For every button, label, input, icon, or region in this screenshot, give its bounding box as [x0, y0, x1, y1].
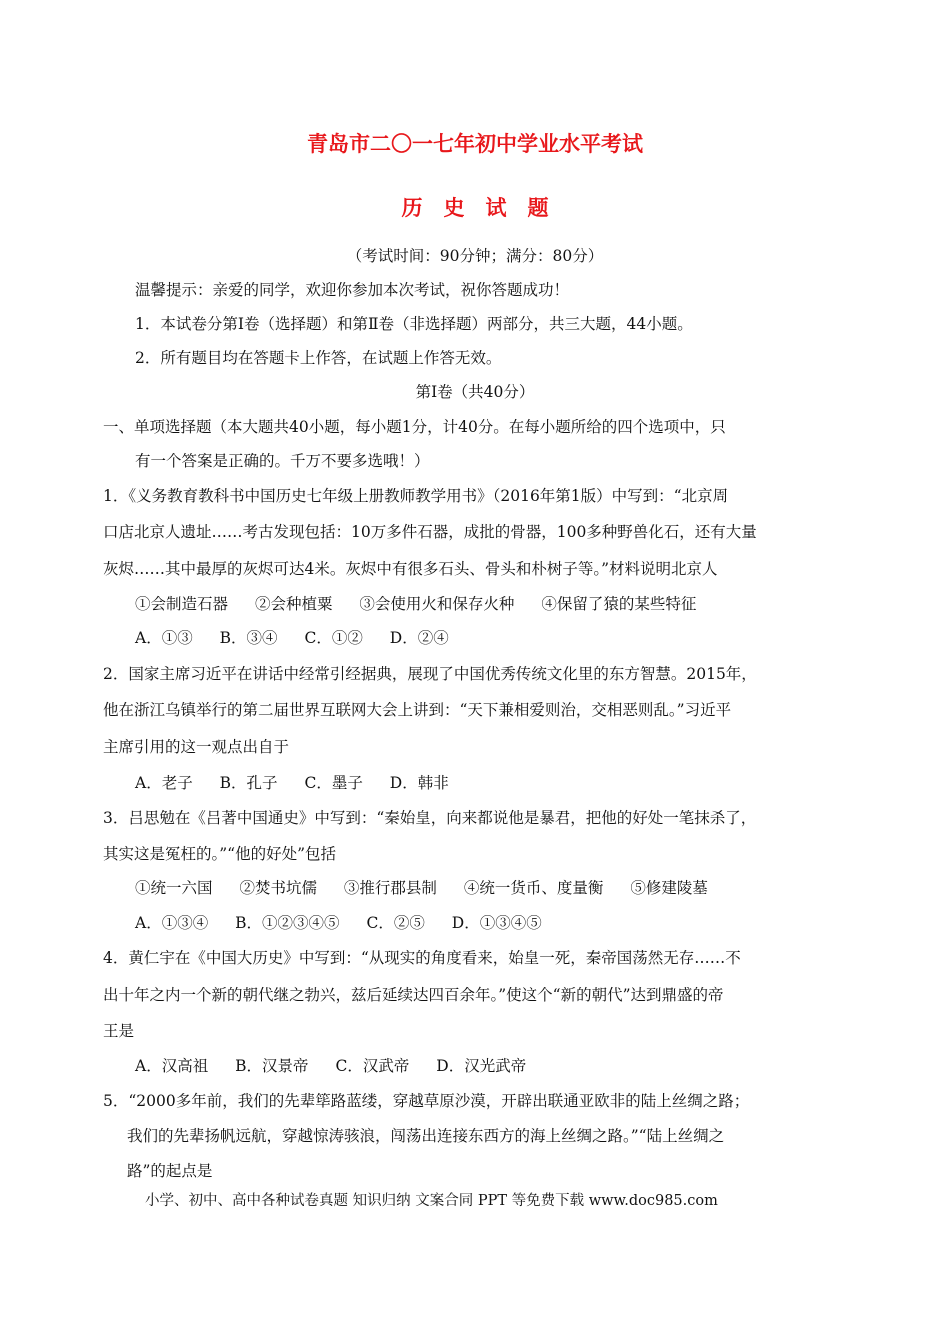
- q2-option-c: C．墨子: [304, 774, 363, 792]
- rule-1: 1．本试卷分第Ⅰ卷（选择题）和第Ⅱ卷（非选择题）两部分，共三大题，44小题。: [135, 315, 693, 333]
- q3-option-a: A．①③④: [135, 914, 209, 932]
- question-2-line: 主席引用的这一观点出自于: [103, 738, 290, 756]
- q2-option-d: D．韩非: [389, 774, 449, 792]
- q3-item: ③推行郡县制: [343, 879, 437, 897]
- section-instruction: 一、单项选择题（本大题共40小题，每小题1分，计40分。在每小题所给的四个选项中，只: [103, 418, 726, 436]
- q1-option-a: A．①③: [135, 629, 193, 647]
- question-3-items: [135, 878, 730, 898]
- q1-item: ①会制造石器: [135, 595, 229, 613]
- question-5-line: 5．“2000多年前，我们的先辈筚路蓝缕，穿越草原沙漠，开辟出联通亚欧非的陆上丝绸之路；: [103, 1092, 750, 1110]
- question-1-items: [135, 594, 718, 614]
- q3-item: ②焚书坑儒: [239, 879, 317, 897]
- question-3-options: [135, 913, 564, 933]
- q4-option-d: D．汉光武帝: [436, 1057, 527, 1075]
- question-1-line: 灰烬……其中最厚的灰烬可达4米。灰烬中有很多石头、骨头和朴树子等。”材料说明北京人: [103, 560, 718, 578]
- question-3-line: 3．吕思勉在《吕著中国通史》中写到：“秦始皇，向来都说他是暴君，把他的好处一笔抹杀了，: [103, 809, 757, 827]
- question-5-line: 路”的起点是: [127, 1162, 213, 1180]
- section-instruction-cont: 有一个答案是正确的。千万不要多选哦！）: [135, 452, 430, 470]
- question-5-line: 我们的先辈扬帆远航，穿越惊涛骇浪，闯荡出连接东西方的海上丝绸之路。”“陆上丝绸之: [127, 1127, 725, 1145]
- exam-info: （考试时间：90分钟；满分：80分）: [346, 247, 604, 265]
- q1-item: ②会种植粟: [254, 595, 333, 613]
- q3-option-b: B．①②③④⑤: [235, 914, 340, 932]
- question-3-line: 其实这是冤枉的。”“他的好处”包括: [103, 845, 337, 863]
- question-1-options: [135, 628, 471, 648]
- exam-title: 青岛市二〇一七年初中学业水平考试: [307, 131, 643, 156]
- q3-option-c: C．②⑤: [366, 914, 425, 932]
- question-1-line: 口店北京人遗址……考古发现包括：10万多件石器，成批的骨器，100多种野兽化石，还有大量: [103, 523, 757, 541]
- exam-subtitle: 历 史 试 题: [401, 195, 549, 220]
- question-4-options: [135, 1056, 548, 1076]
- q3-item: ⑤修建陵墓: [630, 879, 708, 897]
- q1-option-b: B．③④: [219, 629, 278, 647]
- question-4-line: 王是: [103, 1022, 135, 1040]
- q4-option-b: B．汉景帝: [235, 1057, 309, 1075]
- q1-option-c: C．①②: [304, 629, 363, 647]
- q3-item: ①统一六国: [135, 879, 213, 897]
- q4-option-a: A．汉高祖: [135, 1057, 209, 1075]
- q2-option-b: B．孔子: [219, 774, 278, 792]
- q1-option-d: D．②④: [389, 629, 449, 647]
- question-2-line: 他在浙江乌镇举行的第二届世界互联网大会上讲到：“天下兼相爱则治，交相恶则乱。”习近平: [103, 701, 732, 719]
- question-2-options: [135, 773, 471, 793]
- question-4-line: 4．黄仁宇在《中国大历史》中写到：“从现实的角度看来，始皇一死，秦帝国荡然无存……不: [103, 949, 741, 967]
- q2-option-a: A．老子: [135, 774, 193, 792]
- q1-item: ④保留了猿的某些特征: [541, 595, 697, 613]
- question-1-line: 1．《义务教育教科书中国历史七年级上册教师教学用书》（2016年第1版）中写到：“北京周: [103, 487, 729, 505]
- greeting-note: 温馨提示：亲爱的同学，欢迎你参加本次考试，祝你答题成功！: [135, 281, 570, 299]
- q3-option-d: D．①③④⑤: [451, 914, 542, 932]
- rule-2: 2．所有题目均在答题卡上作答，在试题上作答无效。: [135, 349, 502, 367]
- footer-download-note: 小学、初中、高中各种试卷真题 知识归纳 文案合同 PPT 等免费下载 www.doc985.com: [145, 1193, 718, 1209]
- question-2-line: 2．国家主席习近平在讲话中经常引经据典，展现了中国优秀传统文化里的东方智慧。2015年，: [103, 665, 757, 683]
- q4-option-c: C．汉武帝: [335, 1057, 410, 1075]
- section-title: 第Ⅰ卷（共40分）: [415, 383, 535, 401]
- q3-item: ④统一货币、度量衡: [463, 879, 604, 897]
- q1-item: ③会使用火和保存火种: [359, 595, 515, 613]
- question-4-line: 出十年之内一个新的朝代继之勃兴，兹后延续达四百余年。”使这个“新的朝代”达到鼎盛的帝: [103, 986, 724, 1004]
